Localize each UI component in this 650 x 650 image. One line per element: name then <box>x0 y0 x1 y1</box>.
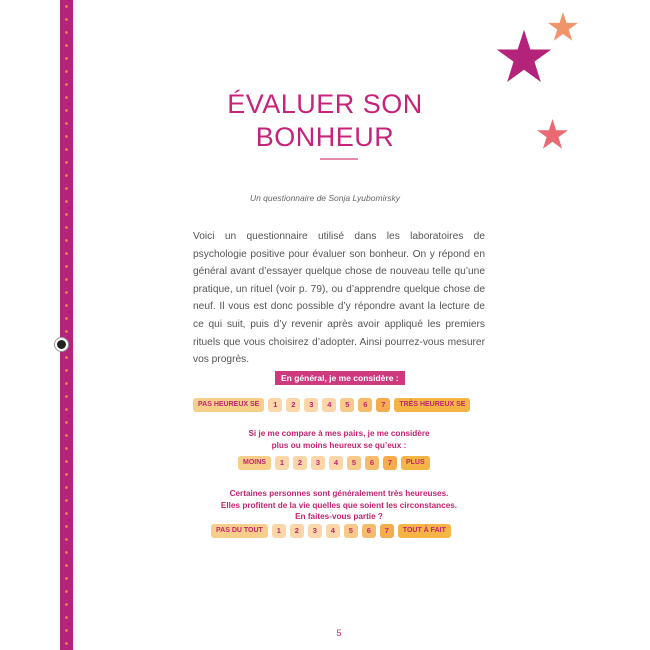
scale-option-3[interactable]: 3 <box>304 398 318 412</box>
question-3-line-1: Certaines personnes sont généralement très heureuses. <box>229 489 449 498</box>
scale-high-label: TOUT À FAIT <box>398 524 451 538</box>
subtitle: Un questionnaire de Sonja Lyubomirsky <box>249 193 401 203</box>
question-2-line-1: Si je me compare à mes pairs, je me considère <box>248 429 430 438</box>
scale-option-4[interactable]: 4 <box>329 456 343 470</box>
scale-option-2[interactable]: 2 <box>293 456 307 470</box>
scale-low-label: PAS DU TOUT <box>211 524 268 538</box>
scale-option-3[interactable]: 3 <box>308 524 322 538</box>
scale-low-label: MOINS <box>238 456 271 470</box>
question-3-scale <box>211 524 455 538</box>
star-small-top-icon <box>547 11 579 43</box>
scale-option-6[interactable]: 6 <box>358 398 372 412</box>
scale-option-2[interactable]: 2 <box>286 398 300 412</box>
binder-clip-icon <box>55 338 68 351</box>
scale-option-4[interactable]: 4 <box>326 524 340 538</box>
star-large-icon <box>495 28 553 86</box>
scale-option-1[interactable]: 1 <box>275 456 289 470</box>
scale-option-4[interactable]: 4 <box>322 398 336 412</box>
scale-option-7[interactable]: 7 <box>380 524 394 538</box>
scale-option-5[interactable]: 5 <box>340 398 354 412</box>
scale-option-7[interactable]: 7 <box>376 398 390 412</box>
scale-option-2[interactable]: 2 <box>290 524 304 538</box>
page-title <box>0 88 650 154</box>
title-divider <box>320 158 358 160</box>
scale-high-label: PLUS <box>401 456 430 470</box>
question-1-label: En général, je me considère : <box>275 371 405 385</box>
question-2-line-2: plus ou moins heureux se qu’eux : <box>271 440 407 450</box>
scale-option-6[interactable]: 6 <box>365 456 379 470</box>
title-line-2: BONHEUR <box>255 122 395 152</box>
scale-option-6[interactable]: 6 <box>362 524 376 538</box>
page-number: 5 <box>336 628 342 638</box>
question-3-line-3: En faites-vous partie ? <box>295 512 383 521</box>
scale-high-label: TRÈS HEUREUX SE <box>394 398 470 412</box>
question-2-scale <box>238 456 434 470</box>
title-line-1: ÉVALUER SON <box>227 89 423 119</box>
scale-option-1[interactable]: 1 <box>268 398 282 412</box>
question-2-text <box>0 428 650 451</box>
scale-option-5[interactable]: 5 <box>344 524 358 538</box>
question-3-text <box>0 488 650 523</box>
scale-low-label: PAS HEUREUX SE <box>193 398 264 412</box>
scale-option-5[interactable]: 5 <box>347 456 361 470</box>
scale-option-7[interactable]: 7 <box>383 456 397 470</box>
question-3-line-2: Elles profitent de la vie quelles que soient les circonstances. <box>220 500 458 510</box>
scale-option-3[interactable]: 3 <box>311 456 325 470</box>
scale-option-1[interactable]: 1 <box>272 524 286 538</box>
question-1-scale <box>193 398 474 412</box>
intro-paragraph: Voici un questionnaire utilisé dans les laboratoires de psychologie positive pour évaluer son bonheur. On y répond en général avant d’essayer quelque chose de nouveau telle qu’une pratique, un rituel (voir p. 79), ou d’apprendre quelque chose de neuf. Il vous est donc possible d’y répondre avant la lecture de ce qui suit, puis d’y revenir après avoir appliqué les premiers rituels que vous choisirez d’adopter. Ainsi pourrez-vous mesurer vos progrès. <box>193 231 485 366</box>
